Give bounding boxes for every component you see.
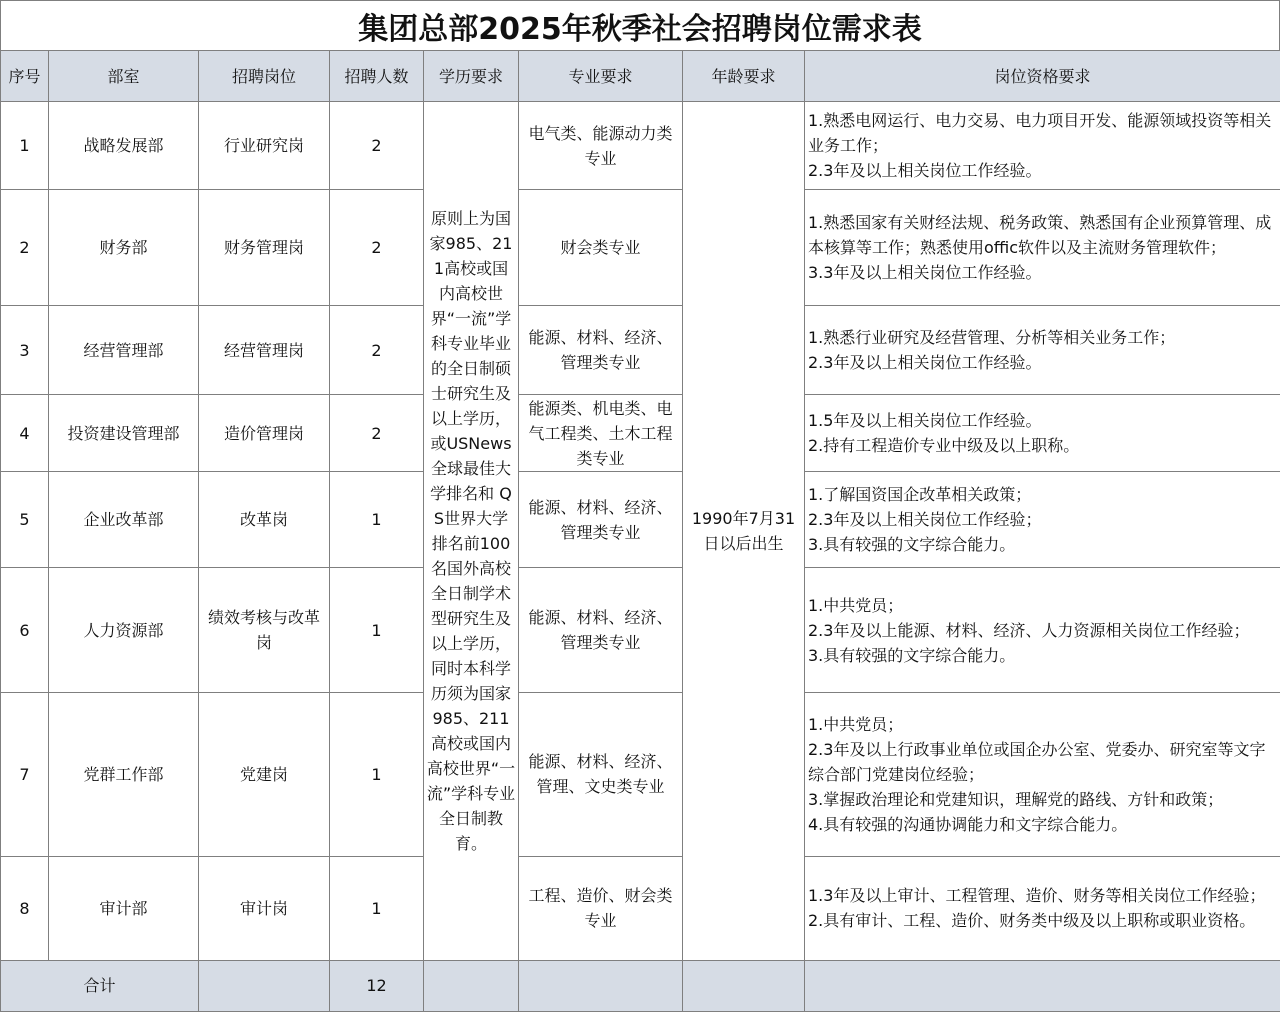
header-major: 专业要求 [519, 51, 683, 102]
post-cell: 改革岗 [199, 472, 330, 568]
row-number: 7 [1, 692, 49, 856]
department-cell: 投资建设管理部 [49, 395, 199, 472]
post-cell: 行业研究岗 [199, 102, 330, 190]
total-label: 合计 [1, 960, 199, 1011]
major-cell: 能源、材料、经济、管理、文史类专业 [519, 692, 683, 856]
header-dept: 部室 [49, 51, 199, 102]
table-row [1, 190, 1280, 306]
qualification-line: 2.持有工程造价专业中级及以上职称。 [808, 436, 1080, 456]
post-cell: 绩效考核与改革岗 [199, 568, 330, 692]
row-number: 2 [1, 190, 49, 306]
major-cell: 能源、材料、经济、管理类专业 [519, 306, 683, 395]
department-cell: 财务部 [49, 190, 199, 306]
qualification-cell [805, 395, 1280, 472]
qualification-line: 1.中共党员； [808, 595, 904, 615]
qualification-line: 2.3年及以上相关岗位工作经验。 [808, 161, 1042, 181]
qualification-line: 1.中共党员； [808, 714, 904, 734]
qualification-cell [805, 692, 1280, 856]
qualification-cell [805, 102, 1280, 190]
count-cell: 1 [330, 856, 424, 960]
header-post: 招聘岗位 [199, 51, 330, 102]
table-row [1, 395, 1280, 472]
major-cell: 财会类专业 [519, 190, 683, 306]
row-number: 8 [1, 856, 49, 960]
qualification-line: 1.熟悉行业研究及经营管理、分析等相关业务工作； [808, 328, 1176, 348]
table-row [1, 692, 1280, 856]
count-cell: 1 [330, 472, 424, 568]
department-cell: 人力资源部 [49, 568, 199, 692]
table-row [1, 568, 1280, 692]
department-cell: 经营管理部 [49, 306, 199, 395]
count-cell: 2 [330, 395, 424, 472]
qualification-line: 2.3年及以上相关岗位工作经验； [808, 510, 1042, 530]
qualification-cell [805, 472, 1280, 568]
recruitment-table [0, 50, 1280, 1012]
qualification-cell [805, 856, 1280, 960]
count-cell: 2 [330, 306, 424, 395]
header-age: 年龄要求 [683, 51, 805, 102]
header-no: 序号 [1, 51, 49, 102]
header-count: 招聘人数 [330, 51, 424, 102]
page-title: 集团总部2025年秋季社会招聘岗位需求表 [0, 0, 1280, 50]
post-cell: 经营管理岗 [199, 306, 330, 395]
department-cell: 企业改革部 [49, 472, 199, 568]
count-cell: 1 [330, 568, 424, 692]
major-cell: 能源、材料、经济、管理类专业 [519, 568, 683, 692]
qualification-line: 1.3年及以上审计、工程管理、造价、财务等相关岗位工作经验； [808, 886, 1266, 906]
major-cell: 能源、材料、经济、管理类专业 [519, 472, 683, 568]
major-cell: 电气类、能源动力类专业 [519, 102, 683, 190]
header-education: 学历要求 [424, 51, 519, 102]
qualification-line: 1.了解国资国企改革相关政策； [808, 485, 1032, 505]
post-cell: 财务管理岗 [199, 190, 330, 306]
department-cell: 战略发展部 [49, 102, 199, 190]
qualification-line: 4.具有较强的沟通协调能力和文字综合能力。 [808, 814, 1128, 834]
total-empty-cell [683, 960, 805, 1011]
header-row [1, 51, 1280, 102]
education-requirement-cell: 原则上为国家985、211高校或国内高校世界“一流”学科专业毕业的全日制硕士研究生及以上学历，或USNews全球最佳大学排名和 QS世界大学排名前100名国外高校全日制学术型研究生及以上学历，同时本科学历须为国家985、211高校或国内高校世界“一流”学科专业全日制教育。 [424, 102, 519, 961]
qualification-line: 3.掌握政治理论和党建知识，理解党的路线、方针和政策； [808, 789, 1224, 809]
table-row [1, 472, 1280, 568]
qualification-line: 2.具有审计、工程、造价、财务类中级及以上职称或职业资格。 [808, 911, 1256, 931]
department-cell: 党群工作部 [49, 692, 199, 856]
qualification-cell [805, 568, 1280, 692]
qualification-line: 3.3年及以上相关岗位工作经验。 [808, 263, 1042, 283]
qualification-line: 2.3年及以上能源、材料、经济、人力资源相关岗位工作经验； [808, 620, 1250, 640]
qualification-line: 3.具有较强的文字综合能力。 [808, 535, 1016, 555]
qualification-line: 1.熟悉电网运行、电力交易、电力项目开发、能源领域投资等相关业务工作； [808, 111, 1272, 156]
post-cell: 造价管理岗 [199, 395, 330, 472]
total-empty-cell [519, 960, 683, 1011]
table-row [1, 102, 1280, 190]
qualification-line: 3.具有较强的文字综合能力。 [808, 645, 1016, 665]
total-empty-cell [805, 960, 1280, 1011]
department-cell: 审计部 [49, 856, 199, 960]
table-row [1, 306, 1280, 395]
row-number: 3 [1, 306, 49, 395]
qualification-cell [805, 306, 1280, 395]
total-empty-cell [199, 960, 330, 1011]
total-count: 12 [330, 960, 424, 1011]
major-cell: 能源类、机电类、电气工程类、土木工程类专业 [519, 395, 683, 472]
row-number: 1 [1, 102, 49, 190]
qualification-line: 2.3年及以上相关岗位工作经验。 [808, 353, 1042, 373]
qualification-line: 2.3年及以上行政事业单位或国企办公室、党委办、研究室等文字综合部门党建岗位经验； [808, 739, 1266, 784]
row-number: 6 [1, 568, 49, 692]
table-row [1, 856, 1280, 960]
row-number: 4 [1, 395, 49, 472]
header-qualification: 岗位资格要求 [805, 51, 1280, 102]
total-empty-cell [424, 960, 519, 1011]
qualification-cell [805, 190, 1280, 306]
age-requirement-cell: 1990年7月31日以后出生 [683, 102, 805, 961]
count-cell: 2 [330, 102, 424, 190]
row-number: 5 [1, 472, 49, 568]
count-cell: 1 [330, 692, 424, 856]
count-cell: 2 [330, 190, 424, 306]
major-cell: 工程、造价、财会类专业 [519, 856, 683, 960]
qualification-line: 1.5年及以上相关岗位工作经验。 [808, 411, 1042, 431]
qualification-line: 1.熟悉国家有关财经法规、税务政策、熟悉国有企业预算管理、成本核算等工作；熟悉使用offic软件以及主流财务管理软件； [808, 213, 1272, 258]
total-row [1, 960, 1280, 1011]
post-cell: 党建岗 [199, 692, 330, 856]
post-cell: 审计岗 [199, 856, 330, 960]
